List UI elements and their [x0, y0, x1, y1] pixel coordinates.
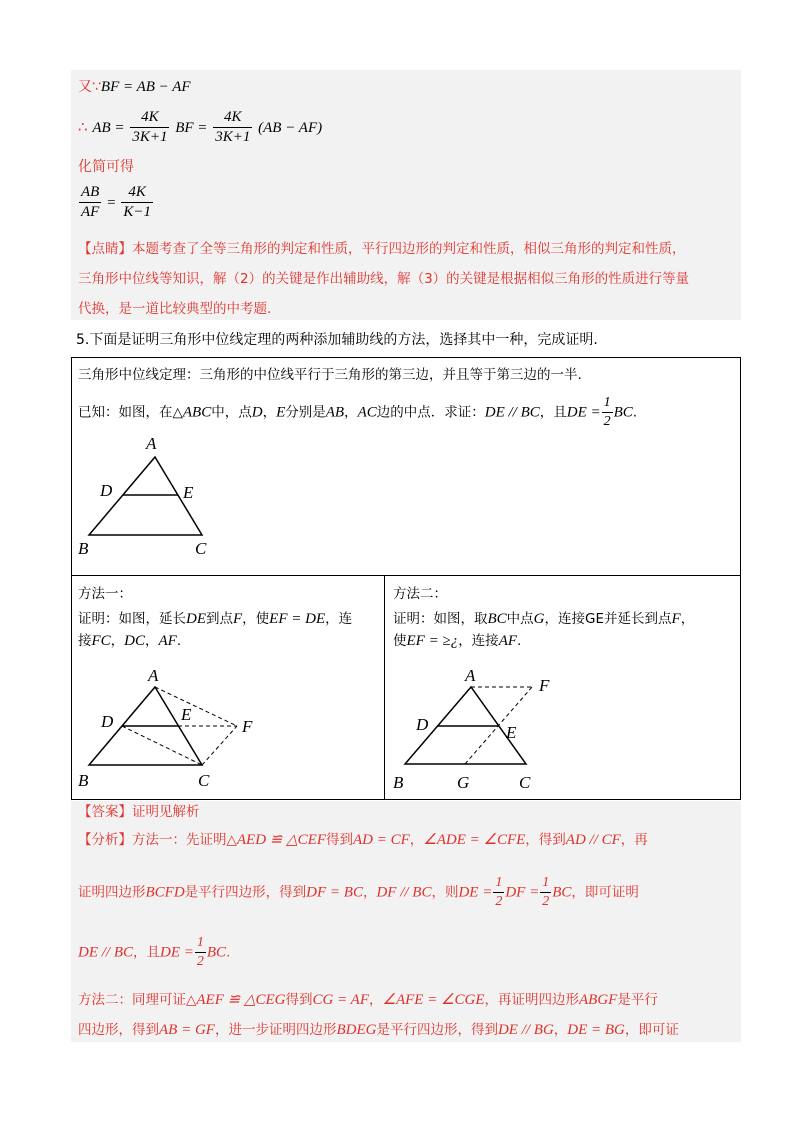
method1-cell	[72, 576, 385, 800]
label-f: F	[242, 717, 253, 736]
method1-title: 方法一：	[78, 586, 132, 602]
simplify-label: 化简可得	[78, 159, 134, 175]
analysis-method2: 方法二：同理可证△AEF ≌ △CEG得到CG = AF，∠AFE = ∠CGE，再证明四边形ABGF是平行 四边形，得到AB = GF，进一步证明四边形BDEG是平行四边形，得到DE // BG，DE = BG，即可证	[78, 992, 679, 1038]
label-c: C	[195, 539, 207, 558]
label-c: C	[198, 771, 210, 790]
question-title: 5.下面是证明三角形中位线定理的两种添加辅助线的方法，选择其中一种，完成证明.	[76, 332, 598, 348]
label-e: E	[506, 723, 517, 742]
label-b: B	[78, 771, 89, 790]
line-ab-eq: ∴ AB = $\frac{4K}{3K+1}$ BF = $\frac{4K}{3K+1}$ (AB − AF)	[78, 109, 323, 145]
label-d: D	[416, 715, 429, 734]
label-b: B	[78, 539, 89, 558]
fraction: $\frac{4K}{K-1}$	[123, 184, 151, 220]
label-a: A	[148, 666, 159, 685]
theorem-text: 三角形中位线定理：三角形的中位线平行于三角形的第三边，并且等于第三边的一半.	[78, 367, 582, 383]
label-g: G	[457, 773, 470, 792]
comment-block: 【点睛】本题考查了全等三角形的判定和性质，平行四边形的判定和性质，相似三角形的判定和性质， 三角形中位线等知识，解（2）的关键是作出辅助线，解（3）的关键是根据相似三角形的性质进行等量 代换，是一道比较典型的中考题.	[78, 241, 690, 317]
comment-tag: 【点睛】	[78, 241, 132, 257]
method2-cell	[385, 576, 741, 800]
label-e: E	[181, 705, 192, 724]
label-c: C	[519, 773, 531, 792]
theorem-cell	[72, 358, 741, 576]
figure-triangle-abc	[72, 428, 272, 568]
fraction: $\frac{AB}{AF}$	[81, 184, 100, 220]
line-bf-eq: 又∵BF = AB − AF	[78, 79, 191, 95]
line-ab-af-ratio: $\frac{AB}{AF}$ = $\frac{4K}{K-1}$	[81, 184, 151, 220]
label-e: E	[183, 483, 194, 502]
label-a: A	[465, 666, 476, 685]
label-f: F	[539, 676, 550, 695]
given-text: 已知：如图，在△ABC中，点D，E分别是AB，AC边的中点．求证：DE // BC，且DE = $\frac{1}{2}$ BC.	[78, 395, 638, 429]
figure-method1	[72, 658, 384, 798]
figure-method2	[385, 658, 741, 798]
method2-text: 证明：如图，取BC中点G，连接GE并延长到点F， 使EF = ≥¿，连接AF.	[393, 611, 695, 649]
answer-line: 【答案】证明见解析	[78, 804, 200, 820]
analysis-line1: 【分析】方法一：先证明△AED ≌ △CEF得到AD = CF，∠ADE = ∠CFE，得到AD // CF，再	[78, 832, 648, 848]
question-table	[71, 357, 741, 800]
fraction: $\frac{4K}{3K+1}$	[215, 109, 251, 145]
label-d: D	[101, 712, 114, 731]
label-b: B	[393, 773, 404, 792]
analysis-tag: 【分析】	[78, 832, 132, 848]
analysis-line3: DE // BC，且DE = $\frac{1}{2}$ BC.	[78, 935, 231, 969]
fraction: $\frac{4K}{3K+1}$	[132, 109, 168, 145]
label-d: D	[100, 481, 113, 500]
method1-text: 证明：如图，延长DE到点F，使EF = DE，连 接FC，DC，AF.	[78, 611, 353, 649]
method2-title: 方法二：	[393, 586, 447, 602]
answer-tag: 【答案】	[78, 804, 132, 820]
label-a: A	[146, 434, 157, 453]
analysis-line2: 证明四边形BCFD是平行四边形，得到DF = BC，DF // BC，则DE = $\frac{1}{2}$ DF = $\frac{1}{2}$ BC，即可证明	[78, 875, 639, 909]
